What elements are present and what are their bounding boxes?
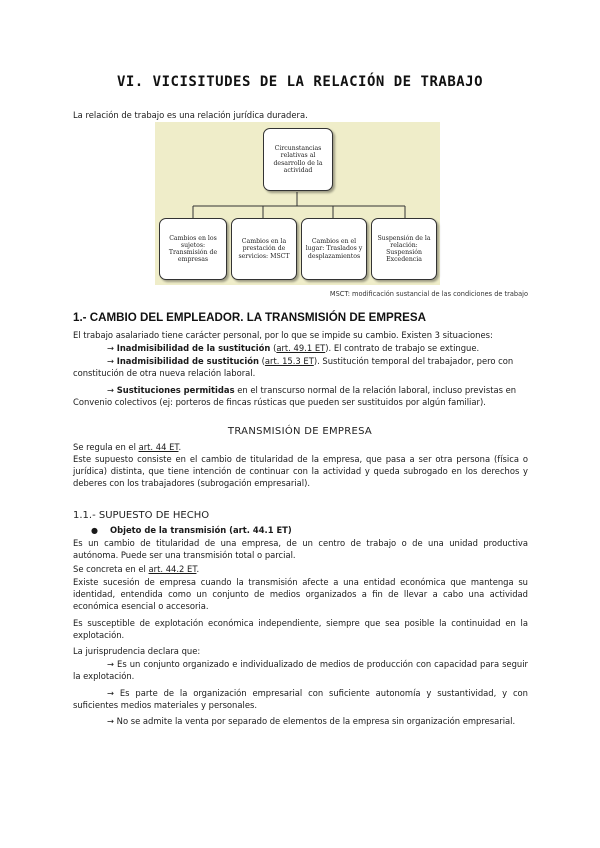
jurisprudencia-item-1: → Es un conjunto organizado e individualizado de medios de producción con capacidad para seguir la explotación. [73,659,528,681]
diagram-node-lugar: Cambios en el lugar: Traslados y desplazamientos [301,218,367,280]
diagram-root-node: Circunstancias relativas al desarrollo de la actividad [263,128,333,191]
jurisprudencia-item-3: → No se admite la venta por separado de elementos de la empresa sin organización empresarial. [107,716,516,726]
sucesion-paragraph: Existe sucesión de empresa cuando la transmisión afecte a una entidad económica que mantenga su identidad, entendida como un conjunto de medios organizados a fin de llevar a cabo una actividad económica esencial o accesoria. [73,577,528,611]
law-reference-link[interactable]: art. 15.3 ET [264,356,314,366]
situation-item-1: → Inadmisibilidad de la sustitución (art. 49.1 ET). El contrato de trabajo se extingue. [107,343,480,353]
item-bold: Inadmisibilidad de sustitución [116,356,259,366]
subheading-supuesto: 1.1.- SUPUESTO DE HECHO [73,510,210,521]
law-reference-link[interactable]: art. 44 ET [138,442,179,452]
situation-item-2: → Inadmisibilidad de sustitución (art. 15.3 ET). Sustitución temporal del trabajador, pero con constitución de otra nueva relación laboral. [73,356,514,378]
diagram-node-prestacion: Cambios en la prestación de servicios: MSCT [231,218,297,280]
law-reference-link[interactable]: art. 49.1 ET [276,343,326,353]
section-heading: 1.- CAMBIO DEL EMPLEADOR. LA TRANSMISIÓN DE EMPRESA [73,311,426,324]
arrow-icon: → [107,356,115,366]
item-bold: Sustituciones permitidas [116,385,235,395]
bullet-icon: ● [91,526,98,535]
section-intro: El trabajo asalariado tiene carácter personal, por lo que se impide su cambio. Existen 3 situaciones: [73,330,493,340]
diagram-node-suspension: Suspensión de la relación: Suspensión Excedencia [371,218,437,280]
transmision-body: Este supuesto consiste en el cambio de titularidad de la empresa, que pasa a ser otra persona (física o jurídica) distinta, que tiene intención de continuar con la actividad y queda subrogado en los derechos y deberes con los trabajadores (subrogación empresarial). [73,454,528,488]
concreta-line: Se concreta en el art. 44.2 ET. [73,564,200,574]
subheading-transmision: TRANSMISIÓN DE EMPRESA [227,426,373,437]
regulation-line: Se regula en el art. 44 ET. [73,442,182,452]
diagram-node-sujetos: Cambios en los sujetos: Transmisión de empresas [159,218,227,280]
situation-item-3: → Sustituciones permitidas en el transcurso normal de la relación laboral, incluso previstas en Convenio colectivos (ej: porteros de fincas rústicas que pueden ser sustituidos por algún familiar). [73,385,517,407]
diagram-caption: MSCT: modificación sustancial de las condiciones de trabajo [329,290,528,298]
page-title: VI. VICISITUDES DE LA RELACIÓN DE TRABAJO [116,74,484,90]
bullet-item: ● Objeto de la transmisión (art. 44.1 ET) [91,525,292,535]
jurisprudencia-intro: La jurisprudencia declara que: [73,646,201,656]
hierarchy-diagram [155,122,440,285]
arrow-icon: → [107,385,115,395]
jurisprudencia-item-2: → Es parte de la organización empresarial con suficiente autonomía y sustantividad, y con suficientes medios materiales y personales. [73,688,528,710]
item-bold: Inadmisibilidad de la sustitución [116,343,271,353]
objeto-paragraph: Es un cambio de titularidad de una empresa, de un centro de trabajo o de una unidad productiva autónoma. Puede ser una transmisión total o parcial. [73,538,528,560]
arrow-icon: → [107,343,115,353]
law-reference-link[interactable]: art. 44.2 ET [148,564,197,574]
intro-text: La relación de trabajo es una relación jurídica duradera. [73,110,308,120]
explotacion-paragraph: Es susceptible de explotación económica independiente, siempre que sea posible la continuidad en la explotación. [73,618,528,640]
